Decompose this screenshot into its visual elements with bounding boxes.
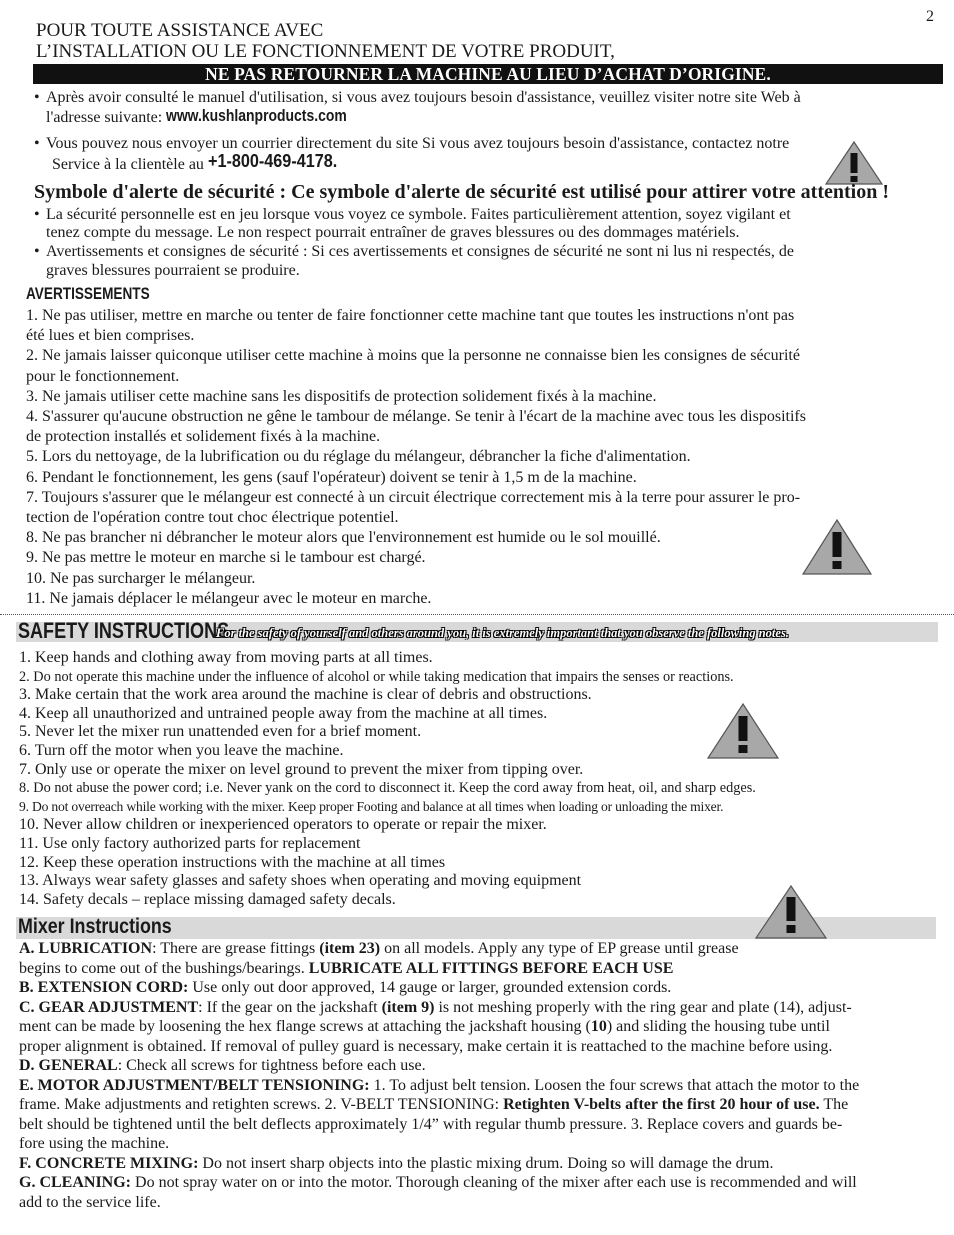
list-item: 10. Ne pas surcharger le mélangeur. xyxy=(26,569,256,587)
header-line-1: POUR TOUTE ASSISTANCE AVEC xyxy=(36,20,324,41)
item-ref: 10 xyxy=(590,1018,607,1035)
list-item: 1. Ne pas utiliser, mettre en marche ou tenter de faire fonctionner cette machine tant que toutes les instructions n'ont pas xyxy=(26,307,795,324)
header-line-2: L’INSTALLATION OU LE FONCTIONNEMENT DE VOTRE PRODUIT, xyxy=(36,41,615,62)
warning-triangle-icon xyxy=(801,518,873,576)
assistance-text: Après avoir consulté le manuel d'utilisation, si vous avez toujours besoin d'assistance, veuillez visiter notre site Web à xyxy=(46,89,801,106)
mixer-cleaning xyxy=(19,1173,941,1193)
list-item: 4. Keep all unauthorized and untrained people away from the machine at all times. xyxy=(19,704,548,722)
mixer-lubrication-cont xyxy=(19,959,941,979)
list-item: 14. Safety decals – replace missing damaged safety decals. xyxy=(19,890,396,908)
list-item: 9. Ne pas mettre le moteur en marche si le tambour est chargé. xyxy=(26,549,426,567)
text: 1. To adjust belt tension. Loosen the four screws that attach the motor to the xyxy=(369,1076,860,1094)
text: Do not insert sharp objects into the plastic mixing drum. Doing so will damage the drum. xyxy=(198,1154,774,1172)
list-item: 11. Ne jamais déplacer le mélangeur avec le moteur en marche. xyxy=(26,589,432,607)
alert-text: La sécurité personnelle est en jeu lorsque vous voyez ce symbole. Faites particulièrement attention, soyez vigilant et xyxy=(46,206,791,223)
list-item: 2. Ne jamais laisser quiconque utiliser cette machine à moins que la personne ne connaisse bien les consignes de sécurité xyxy=(26,347,800,365)
mixer-instructions-heading xyxy=(18,914,199,939)
alert-text: graves blessures pourraient se produire. xyxy=(46,262,300,279)
mixer-motor-adjustment-cont xyxy=(19,1115,941,1135)
alert-text: Avertissements et consignes de sécurité : Si ces avertissements et consignes de sécurité ne sont ni lus ni respectés, de xyxy=(46,243,794,260)
bullet-icon: • xyxy=(34,135,40,152)
text: Use only out door approved, 14 gauge or larger, grounded extension cords. xyxy=(188,979,672,996)
text: begins to come out of the bushings/bearings. xyxy=(19,959,309,977)
mixer-motor-adjustment-cont xyxy=(19,1095,941,1115)
text: on all models. Apply any type of EP grease until grease xyxy=(380,940,739,957)
safety-instructions-list xyxy=(19,649,756,909)
text: : Check all screws for tightness before each use. xyxy=(117,1057,426,1074)
list-item: 12. Keep these operation instructions with the machine at all times xyxy=(19,853,446,871)
list-item: 2. Do not operate this machine under the influence of alcohol or while taking medication that impairs the senses or reactions. xyxy=(19,668,734,685)
lubricate-notice: LUBRICATE ALL FITTINGS BEFORE EACH USE xyxy=(308,959,674,977)
text: ment can be made by loosening the hex flange screws at attaching the jackshaft housing ( xyxy=(19,1018,591,1035)
text: fore using the machine. xyxy=(19,1135,170,1152)
list-item: 9. Do not overreach while working with the mixer. Keep proper Footing and balance at all times when loading or unloading the mixer. xyxy=(19,798,724,814)
motor-adjustment-label: E. MOTOR ADJUSTMENT/BELT TENSIONING: xyxy=(19,1076,370,1094)
assistance-bullet-1 xyxy=(0,88,954,128)
cleaning-label: G. CLEANING: xyxy=(19,1174,132,1191)
safety-instructions-heading-text: SAFETY INSTRUCTIONS xyxy=(18,618,230,643)
list-item: 8. Ne pas brancher ni débrancher le moteur alors que l'environnement est humide ou le sol mouillé. xyxy=(26,529,661,547)
list-item: 6. Pendant le fonctionnement, les gens (sauf l'opérateur) doivent se tenir à 1,5 m de la machine. xyxy=(26,468,637,486)
alert-symbol-title: Symbole d'alerte de sécurité : Ce symbole d'alerte de sécurité est utilisé pour attirer votre attention ! xyxy=(34,181,889,203)
warning-triangle-icon xyxy=(754,884,828,940)
assistance-text-prefix: l'adresse suivante: xyxy=(46,109,167,126)
list-item: pour le fonctionnement. xyxy=(26,367,180,385)
list-item: 10. Never allow children or inexperienced operators to operate or repair the mixer. xyxy=(19,816,547,834)
item-ref: (item 23) xyxy=(319,940,381,957)
avertissements-list xyxy=(26,306,936,609)
lubrication-label: A. LUBRICATION xyxy=(19,940,153,957)
mixer-instructions-body xyxy=(19,939,941,1212)
gear-adjustment-label: C. GEAR ADJUSTMENT xyxy=(19,998,199,1016)
list-item: 4. S'assurer qu'aucune obstruction ne gêne le tambour de mélange. Se tenir à l'écart de la machine avec tous les dispositifs xyxy=(26,408,806,426)
list-item: 7. Only use or operate the mixer on level ground to prevent the mixer from tipping over. xyxy=(19,760,584,778)
bullet-icon: • xyxy=(34,243,40,260)
alert-bullet-1 xyxy=(0,205,954,245)
text: is not meshing properly with the ring gear and plate (14), adjust- xyxy=(434,998,852,1016)
mixer-concrete-mixing xyxy=(19,1154,941,1174)
warning-triangle-icon xyxy=(706,702,780,760)
general-label: D. GENERAL xyxy=(19,1057,118,1074)
assistance-text: Vous pouvez nous envoyer un courrier directement du site Si vous avez toujours besoin d'assistance, contactez notre xyxy=(46,135,790,152)
assistance-text xyxy=(52,151,352,174)
concrete-mixing-label: F. CONCRETE MIXING: xyxy=(19,1154,199,1172)
text: belt should be tightened until the belt deflects approximately 1/4” with regular thumb pressure. 3. Replace covers and guards be- xyxy=(19,1115,843,1133)
page-number: 2 xyxy=(926,8,934,25)
mixer-lubrication xyxy=(19,939,941,959)
list-item: 3. Ne jamais utiliser cette machine sans les dispositifs de protection solidement fixés à la machine. xyxy=(26,387,657,405)
retighten-notice: Retighten V-belts after the first 20 hour of use. xyxy=(503,1096,820,1113)
phone-number[interactable]: +1-800-469-4178. xyxy=(207,151,338,171)
text: : There are grease fittings xyxy=(152,940,320,957)
assistance-text-prefix: Service à la clientèle au xyxy=(52,156,208,173)
list-item: été lues et bien comprises. xyxy=(26,327,195,345)
list-item: 11. Use only factory authorized parts for replacement xyxy=(19,834,361,852)
list-item: 5. Never let the mixer run unattended even for a brief moment. xyxy=(19,723,422,741)
bullet-icon: • xyxy=(34,206,40,223)
text: proper alignment is obtained. If removal of pulley guard is necessary, make certain it is reattached to the machine before using. xyxy=(19,1037,833,1055)
avertissements-heading xyxy=(26,284,181,304)
website-link[interactable]: www.kushlanproducts.com xyxy=(166,106,347,125)
alert-text: tenez compte du message. Le non respect pourrait entraîner de graves blessures ou des dommages matériels. xyxy=(46,224,740,241)
section-divider xyxy=(0,614,954,615)
alert-bullet-2 xyxy=(0,242,954,282)
mixer-instructions-heading-text: Mixer Instructions xyxy=(18,915,172,938)
mixer-gear-adjustment-cont xyxy=(19,1017,941,1037)
list-item: de protection installés et solidement fixés à la machine. xyxy=(26,428,381,446)
mixer-motor-adjustment-cont xyxy=(19,1134,941,1154)
avertissements-heading-text: AVERTISSEMENTS xyxy=(26,284,150,303)
list-item: 13. Always wear safety glasses and safety shoes when operating and moving equipment xyxy=(19,872,582,890)
text: Do not spray water on or into the motor. Thorough cleaning of the mixer after each use is recommended and will xyxy=(131,1174,857,1191)
text: add to the service life. xyxy=(19,1193,161,1211)
text: : If the gear on the jackshaft xyxy=(198,998,382,1016)
safety-instructions-note: For the safety of yourself and others around you, it is extremely important that you observe the following notes. xyxy=(216,626,789,640)
text: The xyxy=(819,1096,849,1113)
list-item: 1. Keep hands and clothing away from moving parts at all times. xyxy=(19,649,433,666)
extension-cord-label: B. EXTENSION CORD: xyxy=(19,979,189,996)
list-item: 8. Do not abuse the power cord; i.e. Never yank on the cord to disconnect it. Keep the cord away from heat, oil, and sharp edges. xyxy=(19,780,756,797)
list-item: tection de l'opération contre tout choc électrique potentiel. xyxy=(26,509,399,527)
text: frame. Make adjustments and retighten screws. 2. V-BELT TENSIONING: xyxy=(19,1096,504,1113)
mixer-cleaning-cont xyxy=(19,1193,941,1213)
list-item: 5. Lors du nettoyage, de la lubrification ou du réglage du mélangeur, débrancher la fiche d'alimentation. xyxy=(26,448,691,466)
bullet-icon: • xyxy=(34,89,40,106)
list-item: 6. Turn off the motor when you leave the machine. xyxy=(19,741,344,759)
mixer-gear-adjustment xyxy=(19,998,941,1018)
mixer-general xyxy=(19,1056,941,1076)
list-item: 7. Toujours s'assurer que le mélangeur est connecté à un circuit électrique correctement mis à la terre pour assurer le pro- xyxy=(26,488,801,506)
item-ref: (item 9) xyxy=(381,998,435,1016)
text: ) and sliding the housing tube until xyxy=(606,1018,830,1035)
assistance-bullet-2 xyxy=(0,134,954,176)
mixer-extension-cord xyxy=(19,978,941,998)
list-item: 3. Make certain that the work area around the machine is clear of debris and obstructions. xyxy=(19,686,592,704)
assistance-text xyxy=(46,107,387,127)
mixer-motor-adjustment xyxy=(19,1076,941,1096)
mixer-gear-adjustment-cont xyxy=(19,1037,941,1057)
header-banner: NE PAS RETOURNER LA MACHINE AU LIEU D’ACHAT D’ORIGINE. xyxy=(33,64,943,84)
